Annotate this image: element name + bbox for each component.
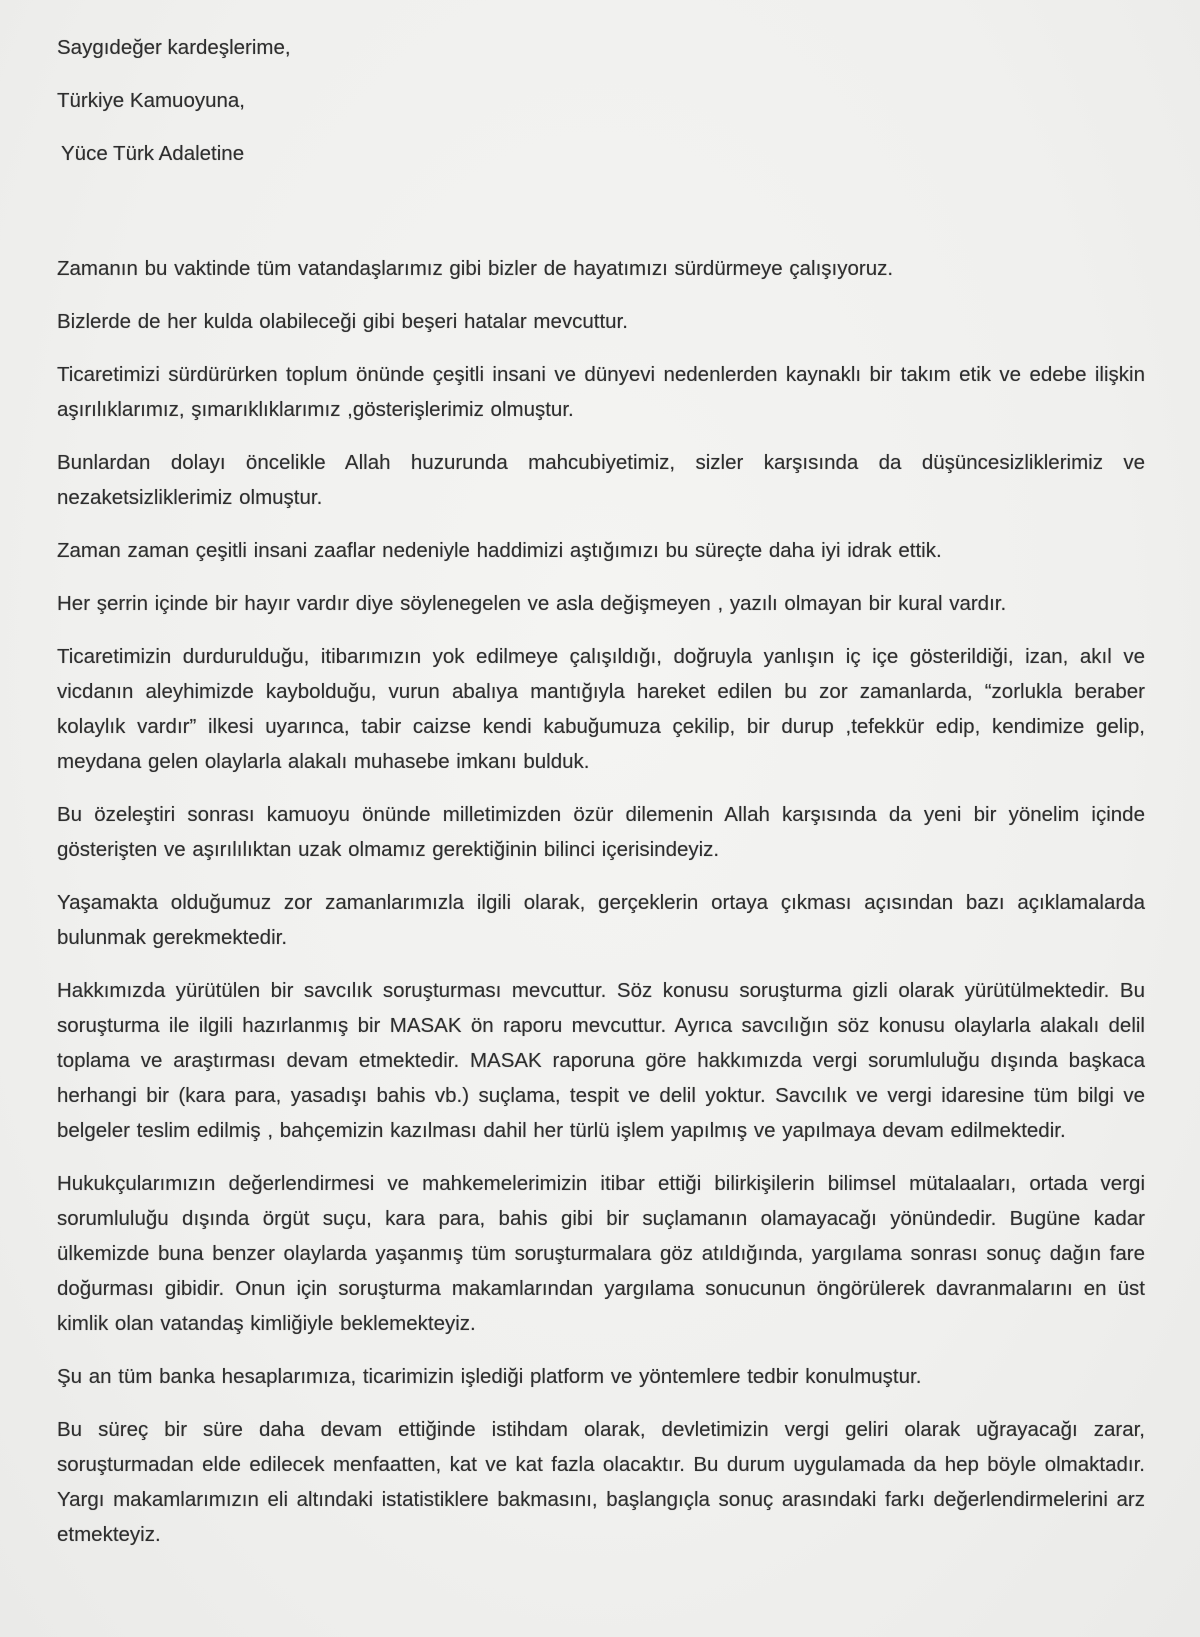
paragraph: Ticaretimizin durdurulduğu, itibarımızın yok edilmeye çalışıldığı, doğruyla yanlışın iç içe gösterildiği, izan, akıl ve vicdanın aleyhimizde kaybolduğu, vurun abalıya mantığıyla hareket edilen bu zor zamanlarda, “zorlukla beraber kolaylık vardır” ilkesi uyarınca, tabir caizse kendi kabuğumuza çekilip, bir durup ,tefekkür edip, kendimize gelip, meydana gelen olaylarla alakalı muhasebe imkanı bulduk.	[57, 645, 1145, 773]
paragraph: Bu özeleştiri sonrası kamuoyu önünde milletimizden özür dilemenin Allah karşısında da yeni bir yönelim içinde gösterişten ve aşırılılıktan uzak olmamız gerektiğinin bilinci içerisindeyiz.	[57, 803, 1145, 861]
document-content	[57, 30, 1145, 1552]
salutation-line-justice: Yüce Türk Adaletine	[61, 142, 245, 165]
salutation-line-public: Türkiye Kamuoyuna,	[57, 89, 246, 112]
paragraph: Her şerrin içinde bir hayır vardır diye söylenegelen ve asla değişmeyen , yazılı olmayan bir kural vardır.	[57, 592, 1007, 615]
paragraph: Hukukçularımızın değerlendirmesi ve mahkemelerimizin itibar ettiği bilirkişilerin bilimsel mütalaaları, ortada vergi sorumluluğu dışında örgüt suçu, kara para, bahis gibi bir suçlamanın olamayacağı yönündedir. Bugüne kadar ülkemizde buna benzer olaylarda yaşanmış tüm soruşturmalara göz atıldığında, yargılama sonrası sonuç dağın fare doğurması gibidir. Onun için soruşturma makamlarından yargılama sonucunun öngörülerek davranmalarını en üst kimlik olan vatandaş kimliğiyle beklemekteyiz.	[57, 1172, 1145, 1335]
blank-space	[57, 189, 1145, 251]
paragraph: Ticaretimizi sürdürürken toplum önünde çeşitli insani ve dünyevi nedenlerden kaynaklı bir takım etik ve edebe ilişkin aşırılıklarımız, şımarıklıklarımız ,gösterişlerimiz olmuştur.	[57, 363, 1145, 421]
paragraph: Yaşamakta olduğumuz zor zamanlarımızla ilgili olarak, gerçeklerin ortaya çıkması açısından bazı açıklamalarda bulunmak gerekmektedir.	[57, 891, 1145, 949]
paragraph: Bizlerde de her kulda olabileceği gibi beşeri hatalar mevcuttur.	[57, 310, 628, 333]
paragraph: Şu an tüm banka hesaplarımıza, ticarimizin işlediği platform ve yöntemlere tedbir konulmuştur.	[57, 1365, 922, 1388]
paragraph: Bunlardan dolayı öncelikle Allah huzurunda mahcubiyetimiz, sizler karşısında da düşüncesizliklerimiz ve nezaketsizliklerimiz olmuştur.	[57, 451, 1145, 509]
paragraph: Hakkımızda yürütülen bir savcılık soruşturması mevcuttur. Söz konusu soruşturma gizli olarak yürütülmektedir. Bu soruşturma ile ilgili hazırlanmış bir MASAK ön raporu mevcuttur. Ayrıca savcılığın söz konusu olaylarla alakalı delil toplama ve araştırması devam etmektedir. MASAK raporuna göre hakkımızda vergi sorumluluğu dışında başkaca herhangi bir (kara para, yasadışı bahis vb.) suçlama, tespit ve delil yoktur. Savcılık ve vergi idaresine tüm bilgi ve belgeler teslim edilmiş , bahçemizin kazılması dahil her türlü işlem yapılmış ve yapılmaya devam edilmektedir.	[57, 979, 1145, 1142]
salutation-line-brothers: Saygıdeğer kardeşlerime,	[57, 36, 291, 59]
paragraph: Zaman zaman çeşitli insani zaaflar nedeniyle haddimizi aştığımızı bu süreçte daha iyi idrak ettik.	[57, 539, 942, 562]
paragraph: Zamanın bu vaktinde tüm vatandaşlarımız gibi bizler de hayatımızı sürdürmeye çalışıyoruz.	[57, 257, 894, 280]
paragraph: Bu süreç bir süre daha devam ettiğinde istihdam olarak, devletimizin vergi geliri olarak uğrayacağı zarar, soruşturmadan elde edilecek menfaatten, kat ve kat fazla olacaktır. Bu durum uygulamada da hep böyle olmaktadır. Yargı makamlarımızın eli altındaki istatistiklere bakmasını, başlangıçla sonuç arasındaki farkı değerlendirmelerini arz etmekteyiz.	[57, 1418, 1145, 1546]
